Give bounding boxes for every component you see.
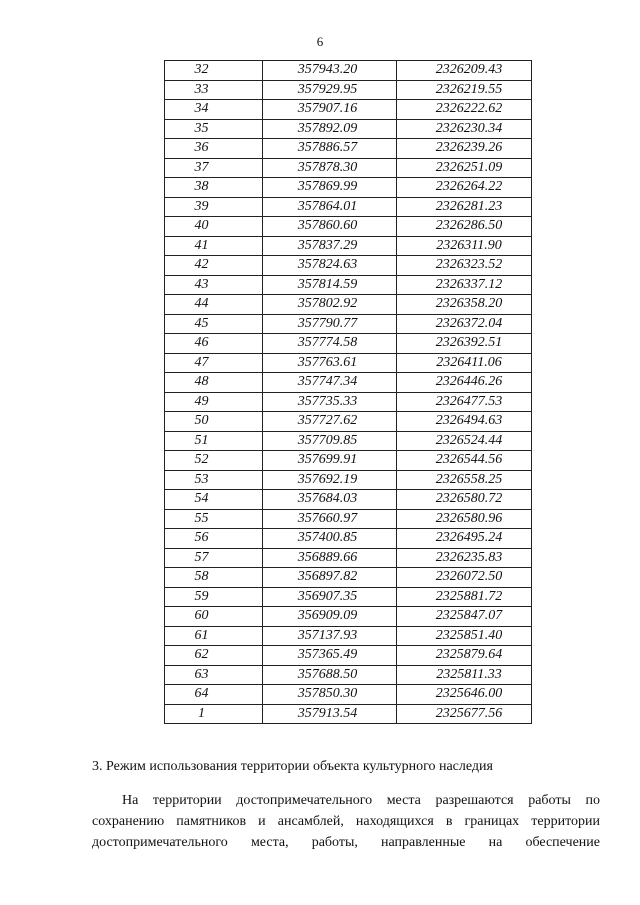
x-coordinate-cell: 357774.58 [263, 334, 397, 354]
point-number-cell: 38 [165, 178, 263, 198]
point-number-cell: 35 [165, 119, 263, 139]
table-row [165, 314, 532, 334]
table-row [165, 529, 532, 549]
y-coordinate-cell: 2325811.33 [397, 665, 532, 685]
y-coordinate-cell: 2326251.09 [397, 158, 532, 178]
point-number-cell: 43 [165, 275, 263, 295]
table-row [165, 295, 532, 315]
page-number: 6 [316, 34, 324, 49]
section-heading: 3. Режим использования территории объекта культурного наследия [92, 759, 493, 774]
point-number-cell: 34 [165, 100, 263, 120]
y-coordinate-cell: 2326580.96 [397, 509, 532, 529]
y-coordinate-cell: 2326358.20 [397, 295, 532, 315]
point-number-cell: 53 [165, 470, 263, 490]
table-row [165, 80, 532, 100]
table-row [165, 548, 532, 568]
y-coordinate-cell: 2326219.55 [397, 80, 532, 100]
x-coordinate-cell: 357365.49 [263, 646, 397, 666]
table-row [165, 685, 532, 705]
x-coordinate-cell: 357886.57 [263, 139, 397, 159]
y-coordinate-cell: 2326222.62 [397, 100, 532, 120]
table-row [165, 626, 532, 646]
table-row [165, 197, 532, 217]
table-row [165, 568, 532, 588]
paragraph-line: сохранению памятников и ансамблей, находящихся в границах территории [92, 814, 600, 829]
table-row [165, 353, 532, 373]
x-coordinate-cell: 357850.30 [263, 685, 397, 705]
paragraph-line: На территории достопримечательного места разрешаются работы по [122, 793, 600, 808]
x-coordinate-cell: 357747.34 [263, 373, 397, 393]
x-coordinate-cell: 357943.20 [263, 61, 397, 81]
y-coordinate-cell: 2326239.26 [397, 139, 532, 159]
x-coordinate-cell: 357763.61 [263, 353, 397, 373]
y-coordinate-cell: 2326311.90 [397, 236, 532, 256]
coordinates-table-body [165, 61, 532, 724]
x-coordinate-cell: 357837.29 [263, 236, 397, 256]
point-number-cell: 44 [165, 295, 263, 315]
x-coordinate-cell: 357824.63 [263, 256, 397, 276]
table-row [165, 61, 532, 81]
x-coordinate-cell: 357929.95 [263, 80, 397, 100]
y-coordinate-cell: 2326477.53 [397, 392, 532, 412]
y-coordinate-cell: 2325646.00 [397, 685, 532, 705]
x-coordinate-cell: 357660.97 [263, 509, 397, 529]
x-coordinate-cell: 357864.01 [263, 197, 397, 217]
y-coordinate-cell: 2325847.07 [397, 607, 532, 627]
table-row [165, 490, 532, 510]
point-number-cell: 63 [165, 665, 263, 685]
x-coordinate-cell: 357913.54 [263, 704, 397, 724]
x-coordinate-cell: 357790.77 [263, 314, 397, 334]
point-number-cell: 49 [165, 392, 263, 412]
x-coordinate-cell: 356897.82 [263, 568, 397, 588]
y-coordinate-cell: 2326230.34 [397, 119, 532, 139]
x-coordinate-cell: 357735.33 [263, 392, 397, 412]
point-number-cell: 39 [165, 197, 263, 217]
table-row [165, 178, 532, 198]
coordinates-table [164, 60, 532, 724]
x-coordinate-cell: 356907.35 [263, 587, 397, 607]
point-number-cell: 45 [165, 314, 263, 334]
table-row [165, 256, 532, 276]
y-coordinate-cell: 2326209.43 [397, 61, 532, 81]
point-number-cell: 32 [165, 61, 263, 81]
table-row [165, 139, 532, 159]
y-coordinate-cell: 2325881.72 [397, 587, 532, 607]
table-row [165, 431, 532, 451]
x-coordinate-cell: 357860.60 [263, 217, 397, 237]
point-number-cell: 56 [165, 529, 263, 549]
x-coordinate-cell: 357699.91 [263, 451, 397, 471]
y-coordinate-cell: 2326392.51 [397, 334, 532, 354]
table-row [165, 607, 532, 627]
point-number-cell: 59 [165, 587, 263, 607]
y-coordinate-cell: 2326446.26 [397, 373, 532, 393]
y-coordinate-cell: 2326323.52 [397, 256, 532, 276]
table-row [165, 217, 532, 237]
table-row [165, 412, 532, 432]
y-coordinate-cell: 2325677.56 [397, 704, 532, 724]
point-number-cell: 41 [165, 236, 263, 256]
y-coordinate-cell: 2326494.63 [397, 412, 532, 432]
table-row [165, 275, 532, 295]
table-row [165, 236, 532, 256]
x-coordinate-cell: 357400.85 [263, 529, 397, 549]
x-coordinate-cell: 357878.30 [263, 158, 397, 178]
y-coordinate-cell: 2325851.40 [397, 626, 532, 646]
point-number-cell: 33 [165, 80, 263, 100]
point-number-cell: 1 [165, 704, 263, 724]
y-coordinate-cell: 2326337.12 [397, 275, 532, 295]
table-row [165, 373, 532, 393]
table-row [165, 509, 532, 529]
x-coordinate-cell: 357684.03 [263, 490, 397, 510]
x-coordinate-cell: 357802.92 [263, 295, 397, 315]
point-number-cell: 55 [165, 509, 263, 529]
table-row [165, 100, 532, 120]
x-coordinate-cell: 357907.16 [263, 100, 397, 120]
table-row [165, 646, 532, 666]
table-row [165, 587, 532, 607]
paragraph-line: достопримечательного места, работы, направленные на обеспечение [92, 835, 600, 850]
y-coordinate-cell: 2326544.56 [397, 451, 532, 471]
y-coordinate-cell: 2326235.83 [397, 548, 532, 568]
table-row [165, 665, 532, 685]
point-number-cell: 61 [165, 626, 263, 646]
y-coordinate-cell: 2326411.06 [397, 353, 532, 373]
y-coordinate-cell: 2326281.23 [397, 197, 532, 217]
y-coordinate-cell: 2326372.04 [397, 314, 532, 334]
point-number-cell: 36 [165, 139, 263, 159]
table-row [165, 334, 532, 354]
table-row [165, 470, 532, 490]
x-coordinate-cell: 357814.59 [263, 275, 397, 295]
x-coordinate-cell: 357137.93 [263, 626, 397, 646]
x-coordinate-cell: 357727.62 [263, 412, 397, 432]
point-number-cell: 37 [165, 158, 263, 178]
y-coordinate-cell: 2326524.44 [397, 431, 532, 451]
x-coordinate-cell: 357892.09 [263, 119, 397, 139]
x-coordinate-cell: 357869.99 [263, 178, 397, 198]
y-coordinate-cell: 2326580.72 [397, 490, 532, 510]
point-number-cell: 42 [165, 256, 263, 276]
y-coordinate-cell: 2326558.25 [397, 470, 532, 490]
x-coordinate-cell: 357709.85 [263, 431, 397, 451]
point-number-cell: 40 [165, 217, 263, 237]
table-row [165, 119, 532, 139]
y-coordinate-cell: 2326286.50 [397, 217, 532, 237]
point-number-cell: 64 [165, 685, 263, 705]
table-row [165, 704, 532, 724]
point-number-cell: 54 [165, 490, 263, 510]
point-number-cell: 52 [165, 451, 263, 471]
x-coordinate-cell: 356889.66 [263, 548, 397, 568]
point-number-cell: 50 [165, 412, 263, 432]
point-number-cell: 58 [165, 568, 263, 588]
point-number-cell: 57 [165, 548, 263, 568]
y-coordinate-cell: 2326495.24 [397, 529, 532, 549]
section-paragraph [92, 790, 600, 853]
x-coordinate-cell: 356909.09 [263, 607, 397, 627]
point-number-cell: 47 [165, 353, 263, 373]
y-coordinate-cell: 2326072.50 [397, 568, 532, 588]
table-row [165, 451, 532, 471]
table-row [165, 392, 532, 412]
y-coordinate-cell: 2325879.64 [397, 646, 532, 666]
y-coordinate-cell: 2326264.22 [397, 178, 532, 198]
point-number-cell: 51 [165, 431, 263, 451]
x-coordinate-cell: 357688.50 [263, 665, 397, 685]
point-number-cell: 46 [165, 334, 263, 354]
point-number-cell: 48 [165, 373, 263, 393]
point-number-cell: 62 [165, 646, 263, 666]
table-row [165, 158, 532, 178]
point-number-cell: 60 [165, 607, 263, 627]
x-coordinate-cell: 357692.19 [263, 470, 397, 490]
